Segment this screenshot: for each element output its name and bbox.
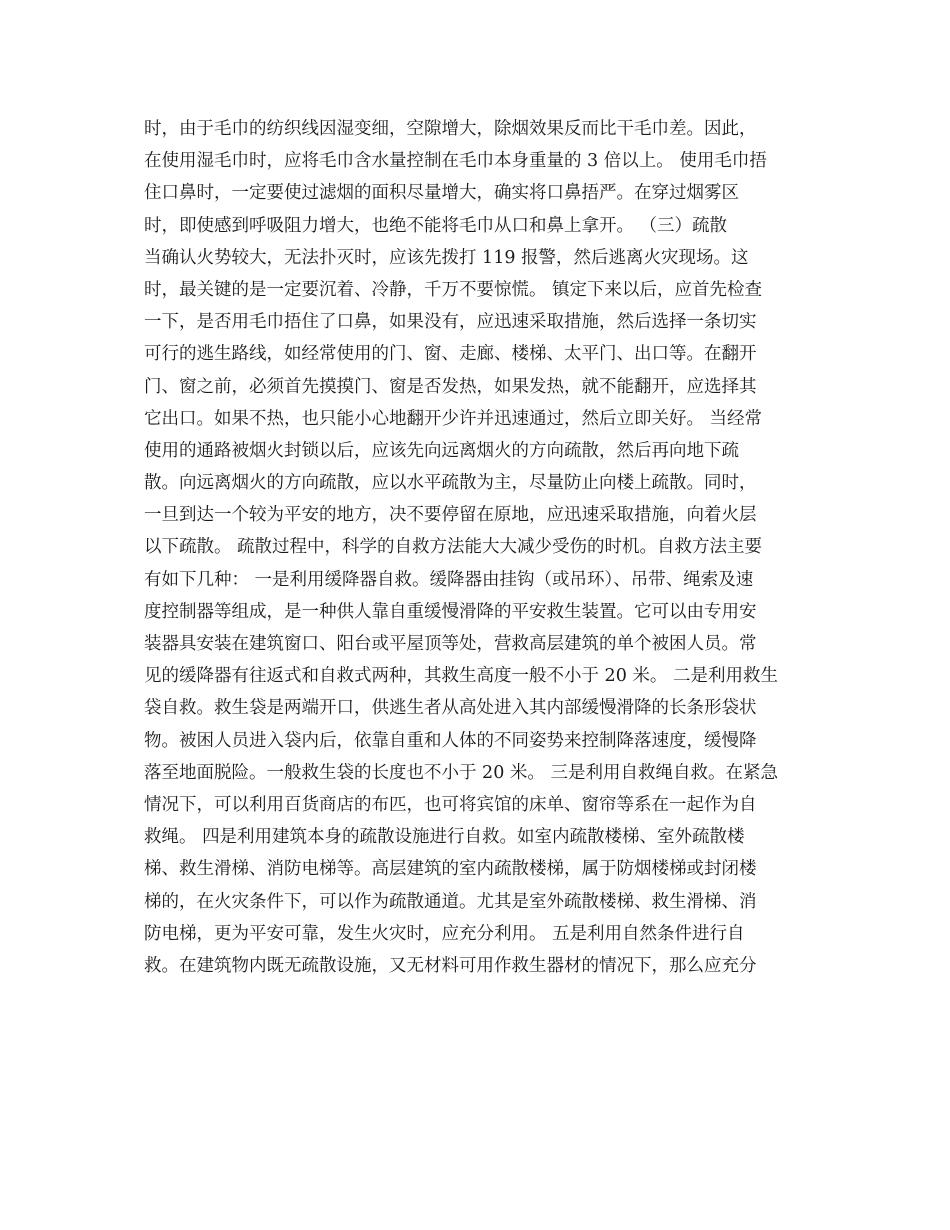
text-line: 有如下几种： 一是利用缓降器自救。缓降器由挂钩（或吊环）、吊带、绳索及速 [144,569,754,590]
text-line: 救。在建筑物内既无疏散设施，又无材料可用作救生器材的情况下，那么应充分 [144,955,757,976]
text-line: 度控制器等组成，是一种供人靠自重缓慢滑降的平安救生装置。它可以由专用安 [144,601,757,622]
text-line: 时，最关键的是一定要沉着、冷静，千万不要惊慌。 镇定下来以后，应首先检查 [144,279,763,300]
text-line: 它出口。如果不热，也只能小心地翻开少许并迅速通过，然后立即关好。 当经常 [144,408,763,429]
body-text [144,113,804,982]
text-line: 使用的通路被烟火封锁以后，应该先向远离烟火的方向疏散，然后再向地下疏 [144,440,739,461]
text-line: 在使用湿毛巾时，应将毛巾含水量控制在毛巾本身重量的 3 倍以上。 使用毛巾捂 [144,151,767,172]
text-line: 救绳。 四是利用建筑本身的疏散设施进行自救。如室内疏散楼梯、室外疏散楼 [144,827,745,848]
text-line: 以下疏散。 疏散过程中，科学的自救方法能大大减少受伤的时机。自救方法主要 [144,537,763,558]
text-line: 门、窗之前，必须首先摸摸门、窗是否发热，如果发热，就不能翻开，应选择其 [144,376,757,397]
text-line: 见的缓降器有往返式和自救式两种，其救生高度一般不小于 20 米。 二是利用救生 [144,666,778,687]
text-line: 可行的逃生路线，如经常使用的门、窗、走廊、楼梯、太平门、出口等。在翻开 [144,344,757,365]
text-line: 情况下，可以利用百货商店的布匹，也可将宾馆的床单、窗帘等系在一起作为自 [144,794,757,815]
text-line: 防电梯，更为平安可靠，发生火灾时，应充分利用。 五是利用自然条件进行自 [144,923,745,944]
text-line: 物。被困人员进入袋内后，依靠自重和人体的不同姿势来控制降落速度，缓慢降 [144,730,757,751]
text-line: 梯的，在火灾条件下，可以作为疏散通道。尤其是室外疏散楼梯、救生滑梯、消 [144,891,757,912]
text-line: 时，即使感到呼吸阻力增大，也绝不能将毛巾从口和鼻上拿开。 （三）疏散 [144,215,728,236]
text-line: 住口鼻时，一定要使过滤烟的面积尽量增大，确实将口鼻捂严。在穿过烟雾区 [144,183,739,204]
text-line: 散。向远离烟火的方向疏散，应以水平疏散为主，尽量防止向楼上疏散。同时， [144,473,757,494]
text-line: 梯、救生滑梯、消防电梯等。高层建筑的室内疏散楼梯，属于防烟楼梯或封闭楼 [144,859,757,880]
text-line: 落至地面脱险。一般救生袋的长度也不小于 20 米。 三是利用自救绳自救。在紧急 [144,762,778,783]
text-line: 一下，是否用毛巾捂住了口鼻，如果没有，应迅速采取措施，然后选择一条切实 [144,312,757,333]
text-line: 时，由于毛巾的纺织线因湿变细，空隙增大，除烟效果反而比干毛巾差。因此， [144,119,757,139]
text-line: 装器具安装在建筑窗口、阳台或平屋顶等处，营救高层建筑的单个被困人员。常 [144,634,757,654]
text-line: 袋自救。救生袋是两端开口，供逃生者从高处进入其内部缓慢滑降的长条形袋状 [144,698,757,719]
text-line: 当确认火势较大，无法扑灭时，应该先拨打 119 报警，然后逃离火灾现场。这 [144,247,749,268]
text-line: 一旦到达一个较为平安的地方，决不要停留在原地，应迅速采取措施，向着火层 [144,505,757,526]
